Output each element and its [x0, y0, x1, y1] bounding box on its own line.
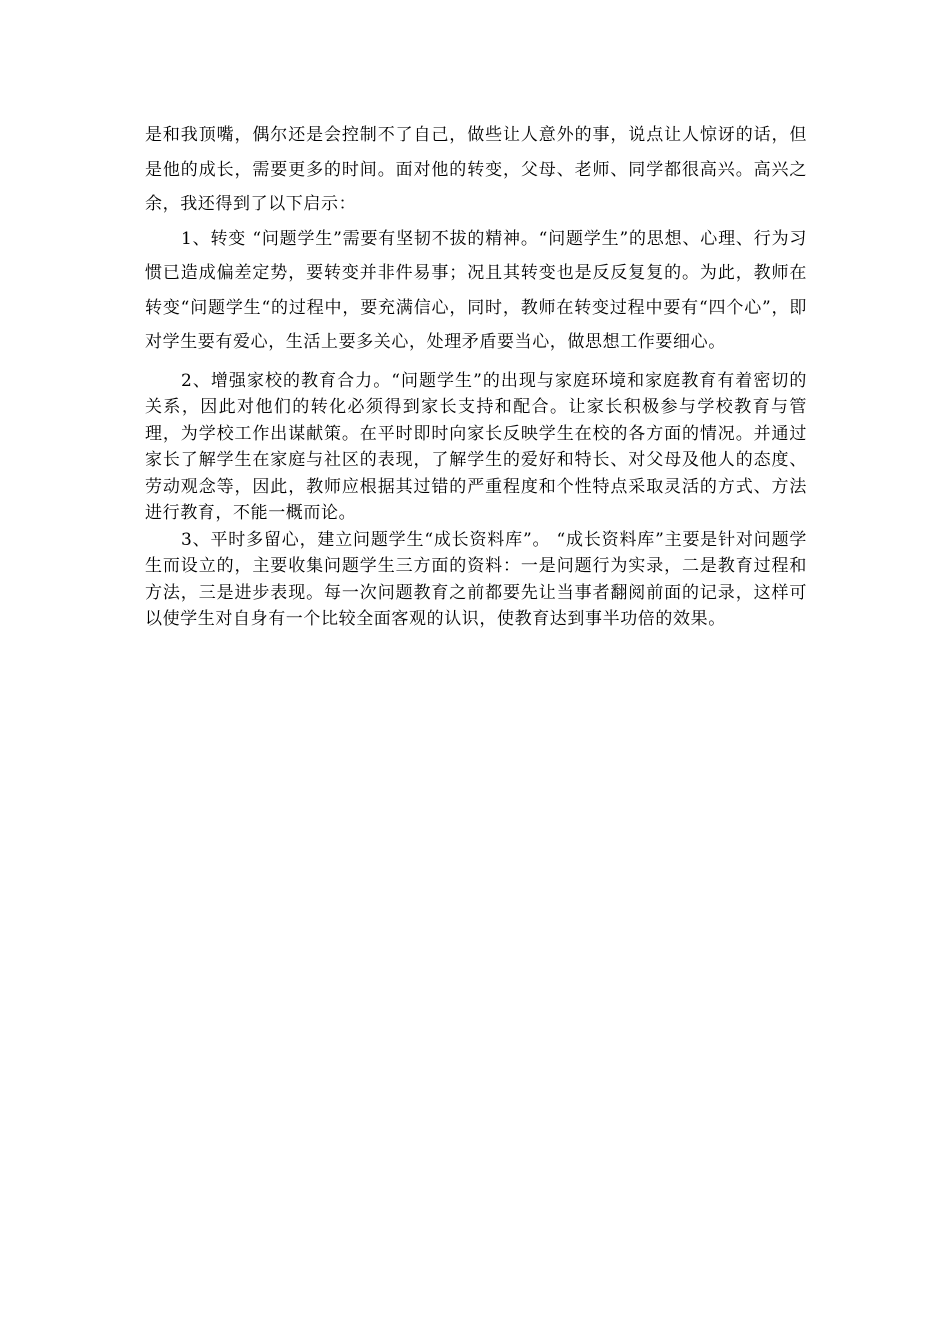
paragraph-point-2: 2、增强家校的教育合力。“问题学生”的出现与家庭环境和家庭教育有着密切的关系，因此对他们的转化必须得到家长支持和配合。让家长积极参与学校教育与管理，为学校工作出谋献策。在平时即时向家长反映学生在校的各方面的情况。并通过家长了解学生在家庭与社区的表现，了解学生的爱好和特长、对父母及他人的态度、劳动观念等，因此，教师应根据其过错的严重程度和个性特点采取灵活的方式、方法进行教育，不能一概而论。	[145, 370, 807, 523]
paragraph-point-1: 1、转变 “问题学生”需要有坚韧不拔的精神。“问题学生”的思想、心理、行为习惯已造成偏差定势，要转变并非件易事；况且其转变也是反反复复的。为此，教师在转变“问题学生“的过程中，要充满信心，同时，教师在转变过程中要有“四个心”，即对学生要有爱心，生活上要多关心，处理矛盾要当心，做思想工作要细心。	[145, 228, 807, 352]
document-body	[145, 118, 807, 633]
paragraph-continuation: 是和我顶嘴，偶尔还是会控制不了自己，做些让人意外的事，说点让人惊讶的话，但是他的成长，需要更多的时间。面对他的转变，父母、老师、同学都很高兴。高兴之余，我还得到了以下启示：	[145, 125, 807, 214]
paragraph-point-3: 3、平时多留心，建立问题学生“成长资料库”。 “成长资料库”主要是针对问题学生而设立的，主要收集问题学生三方面的资料：一是问题行为实录，二是教育过程和方法，三是进步表现。每一次问题教育之前都要先让当事者翻阅前面的记录，这样可以使学生对自身有一个比较全面客观的认识，使教育达到事半功倍的效果。	[145, 529, 807, 629]
